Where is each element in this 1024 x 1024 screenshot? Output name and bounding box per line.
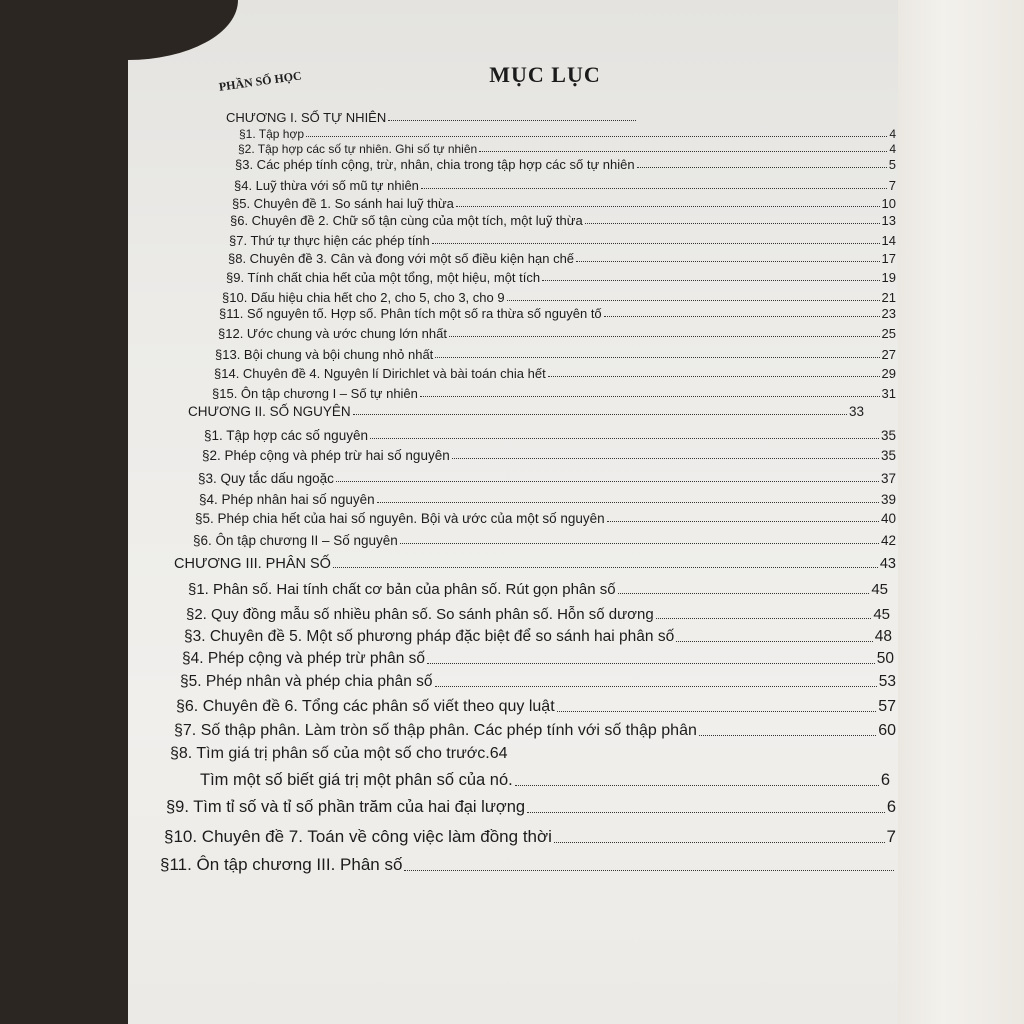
toc-entry <box>184 628 892 646</box>
toc-entry-page: 5 <box>888 157 896 172</box>
toc-entry-page: 60 <box>878 722 896 739</box>
toc-entry-title: CHƯƠNG III. PHÂN SỐ <box>174 556 331 572</box>
toc-entry-title: §8. Tìm giá trị phân số của một số cho trước. <box>170 745 490 762</box>
toc-leader-dots <box>676 640 873 642</box>
toc-entry-title: §3. Quy tắc dấu ngoặc <box>198 471 334 486</box>
toc-entry-page: 10 <box>881 196 896 211</box>
toc-entry-page: 53 <box>878 673 896 690</box>
toc-entry-title: §8. Chuyên đề 3. Cân và đong với một số điều kiện hạn chế <box>228 251 575 266</box>
toc-entry <box>219 306 896 321</box>
toc-entry <box>202 448 896 463</box>
toc-entry <box>226 270 896 285</box>
toc-entry <box>200 771 890 790</box>
toc-leader-dots <box>585 222 880 224</box>
toc-leader-dots <box>377 501 879 503</box>
toc-entry-page: 45 <box>873 606 890 623</box>
toc-entry-page: 48 <box>874 628 892 645</box>
toc-entry-page: 4 <box>889 127 896 141</box>
toc-entry-title: §13. Bội chung và bội chung nhỏ nhất <box>215 347 434 362</box>
toc-entry-title: §6. Ôn tập chương II – Số nguyên <box>193 533 398 548</box>
toc-leader-dots <box>353 413 847 415</box>
toc-entry-title: §10. Chuyên đề 7. Toán về công việc làm đồng thời <box>164 827 552 846</box>
toc-entry <box>214 366 896 381</box>
toc-entry-page: 45 <box>871 581 888 598</box>
toc-entry-page: 40 <box>880 511 896 526</box>
toc-leader-dots <box>479 150 887 152</box>
toc-entry <box>174 556 896 572</box>
toc-entry-title: §9. Tính chất chia hết của một tổng, một hiệu, một tích <box>226 270 541 285</box>
toc-leader-dots <box>435 356 879 358</box>
toc-entry <box>180 673 896 691</box>
toc-entry <box>222 290 896 305</box>
toc-entry-title: §9. Tìm tỉ số và tỉ số phần trăm của hai đại lượng <box>166 798 526 816</box>
toc-entry <box>166 798 896 817</box>
toc-leader-dots <box>420 395 880 397</box>
toc-entry <box>160 855 896 875</box>
toc-entry <box>193 533 896 548</box>
toc-entry-title: §5. Phép nhân và phép chia phân số <box>180 673 433 690</box>
toc-entry-title: CHƯƠNG II. SỐ NGUYÊN <box>188 404 351 419</box>
toc-entry-title: §15. Ôn tập chương I – Số tự nhiên <box>212 386 418 401</box>
toc-leader-dots <box>306 135 887 137</box>
toc-entry <box>198 471 896 486</box>
toc-leader-dots <box>548 375 880 377</box>
toc-entry-title: §4. Luỹ thừa với số mũ tự nhiên <box>234 178 419 193</box>
toc-entry-title: §2. Quy đồng mẫu số nhiều phân số. So sánh phân số. Hỗn số dương <box>186 606 654 623</box>
toc-leader-dots <box>618 592 870 594</box>
toc-entry-page: 57 <box>878 698 896 715</box>
toc-leader-dots <box>576 260 880 262</box>
toc-entry-title: §7. Thứ tự thực hiện các phép tính <box>229 233 430 248</box>
toc-leader-dots <box>542 279 879 281</box>
toc-leader-dots <box>515 784 879 786</box>
toc-leader-dots <box>554 841 885 843</box>
toc-entry <box>218 326 896 341</box>
toc-entry-page: 42 <box>880 533 896 548</box>
toc-entry-page: 35 <box>880 448 896 463</box>
toc-leader-dots <box>452 457 879 459</box>
toc-entry-title: §4. Phép cộng và phép trừ phân số <box>182 650 426 667</box>
toc-entry-page: 13 <box>881 213 896 228</box>
toc-entry <box>215 347 896 362</box>
toc-entry-title: §2. Phép cộng và phép trừ hai số nguyên <box>202 448 450 463</box>
toc-entry-page: 35 <box>880 428 896 443</box>
toc-entry-title: §3. Các phép tính cộng, trừ, nhân, chia trong tập hợp các số tự nhiên <box>235 157 635 172</box>
toc-entry <box>232 196 896 211</box>
toc-entry-page: 4 <box>889 142 896 156</box>
toc-leader-dots <box>388 119 636 121</box>
toc-entry-page: 64 <box>489 745 508 762</box>
toc-leader-dots <box>604 315 880 317</box>
toc-leader-dots <box>637 166 887 168</box>
toc-entry-title: CHƯƠNG I. SỐ TỰ NHIÊN <box>226 110 387 125</box>
toc-leader-dots <box>336 480 879 482</box>
toc-entry-page: 17 <box>881 251 896 266</box>
toc-entry <box>230 213 896 228</box>
toc-entry-page: 33 <box>848 404 864 419</box>
toc-entry <box>238 142 896 156</box>
toc-entry-title: §11. Số nguyên tố. Hợp số. Phân tích một số ra thừa số nguyên tố <box>219 306 602 321</box>
toc-entry-page: 37 <box>880 471 896 486</box>
toc-entry <box>226 110 638 125</box>
toc-entry-page: 31 <box>881 386 896 401</box>
toc-entry-title: §5. Phép chia hết của hai số nguyên. Bội và ước của một số nguyên <box>195 511 605 526</box>
toc-entry <box>182 650 894 668</box>
toc-entry-page: 19 <box>881 270 896 285</box>
toc-entry <box>235 157 896 172</box>
toc-entry-title: §1. Tập hợp <box>239 127 305 141</box>
toc-entry <box>195 511 896 526</box>
toc-leader-dots <box>557 710 877 712</box>
toc-entry <box>239 127 896 141</box>
toc-entry <box>212 386 896 401</box>
toc-leader-dots <box>427 662 875 664</box>
toc-entry-page: 21 <box>881 290 896 305</box>
toc-entry-page: 25 <box>881 326 896 341</box>
toc-entry <box>164 827 896 847</box>
toc-entry-title: §1. Phân số. Hai tính chất cơ bản của phân số. Rút gọn phân số <box>188 581 616 598</box>
toc-entry-page: 43 <box>879 556 896 572</box>
part-heading: PHẦN SỐ HỌC <box>218 68 303 94</box>
toc-leader-dots <box>435 685 877 687</box>
toc-entry <box>188 581 888 598</box>
toc-entry <box>174 722 896 740</box>
toc-leader-dots <box>607 520 879 522</box>
toc-entry-title: §6. Chuyên đề 6. Tổng các phân số viết theo quy luật <box>176 698 555 715</box>
toc-entry-page: 6 <box>880 771 890 789</box>
toc-entry-page: 23 <box>881 306 896 321</box>
toc-entry <box>229 233 896 248</box>
toc-entry <box>204 428 896 443</box>
toc-entry-title: §5. Chuyên đề 1. So sánh hai luỹ thừa <box>232 196 454 211</box>
toc-leader-dots <box>404 869 894 871</box>
toc-entry <box>176 698 896 716</box>
toc-leader-dots <box>400 542 879 544</box>
toc-leader-dots <box>449 335 880 337</box>
toc-leader-dots <box>432 242 880 244</box>
toc-entry-page: 7 <box>886 827 896 846</box>
toc-entry-title: §4. Phép nhân hai số nguyên <box>199 492 375 507</box>
toc-entry <box>199 492 896 507</box>
toc-entry-title: §14. Chuyên đề 4. Nguyên lí Dirichlet và bài toán chia hết <box>214 366 546 381</box>
toc-entry-title: Tìm một số biết giá trị một phân số của nó. <box>200 771 513 789</box>
toc-leader-dots <box>527 811 885 813</box>
toc-entry-page: 27 <box>881 347 896 362</box>
toc-entry-page: 7 <box>888 178 896 193</box>
toc-entry-title: §7. Số thập phân. Làm tròn số thập phân. Các phép tính với số thập phân <box>174 722 697 739</box>
toc-leader-dots <box>656 617 872 619</box>
toc-entry-title: §2. Tập hợp các số tự nhiên. Ghi số tự nhiên <box>238 142 478 156</box>
toc-leader-dots <box>333 566 878 568</box>
toc-entry-title: §6. Chuyên đề 2. Chữ số tận cùng của một tích, một luỹ thừa <box>230 213 583 228</box>
toc-entry-page: 29 <box>881 366 896 381</box>
toc-entry-page: 39 <box>880 492 896 507</box>
toc-entry-page: 14 <box>881 233 896 248</box>
page-title: MỤC LỤC <box>489 62 601 87</box>
toc-leader-dots <box>456 205 880 207</box>
toc-entry <box>186 606 890 623</box>
toc-entry <box>228 251 896 266</box>
toc-entry <box>234 178 896 193</box>
toc-entry <box>170 745 896 763</box>
toc-leader-dots <box>507 299 880 301</box>
toc-entry-title: §3. Chuyên đề 5. Một số phương pháp đặc biệt để so sánh hai phân số <box>184 628 675 645</box>
toc-entry-title: §11. Ôn tập chương III. Phân số <box>160 855 403 874</box>
toc-entry-page: 50 <box>876 650 894 667</box>
toc-entry-title: §1. Tập hợp các số nguyên <box>204 428 368 443</box>
toc-leader-dots <box>421 187 887 189</box>
toc-leader-dots <box>699 734 876 736</box>
toc-entry-title: §10. Dấu hiệu chia hết cho 2, cho 5, cho 3, cho 9 <box>222 290 505 305</box>
toc-entry <box>188 404 864 419</box>
toc-entry-title: §12. Ước chung và ước chung lớn nhất <box>218 326 447 341</box>
toc-entry-page: 6 <box>886 798 896 816</box>
toc-leader-dots <box>370 437 879 439</box>
